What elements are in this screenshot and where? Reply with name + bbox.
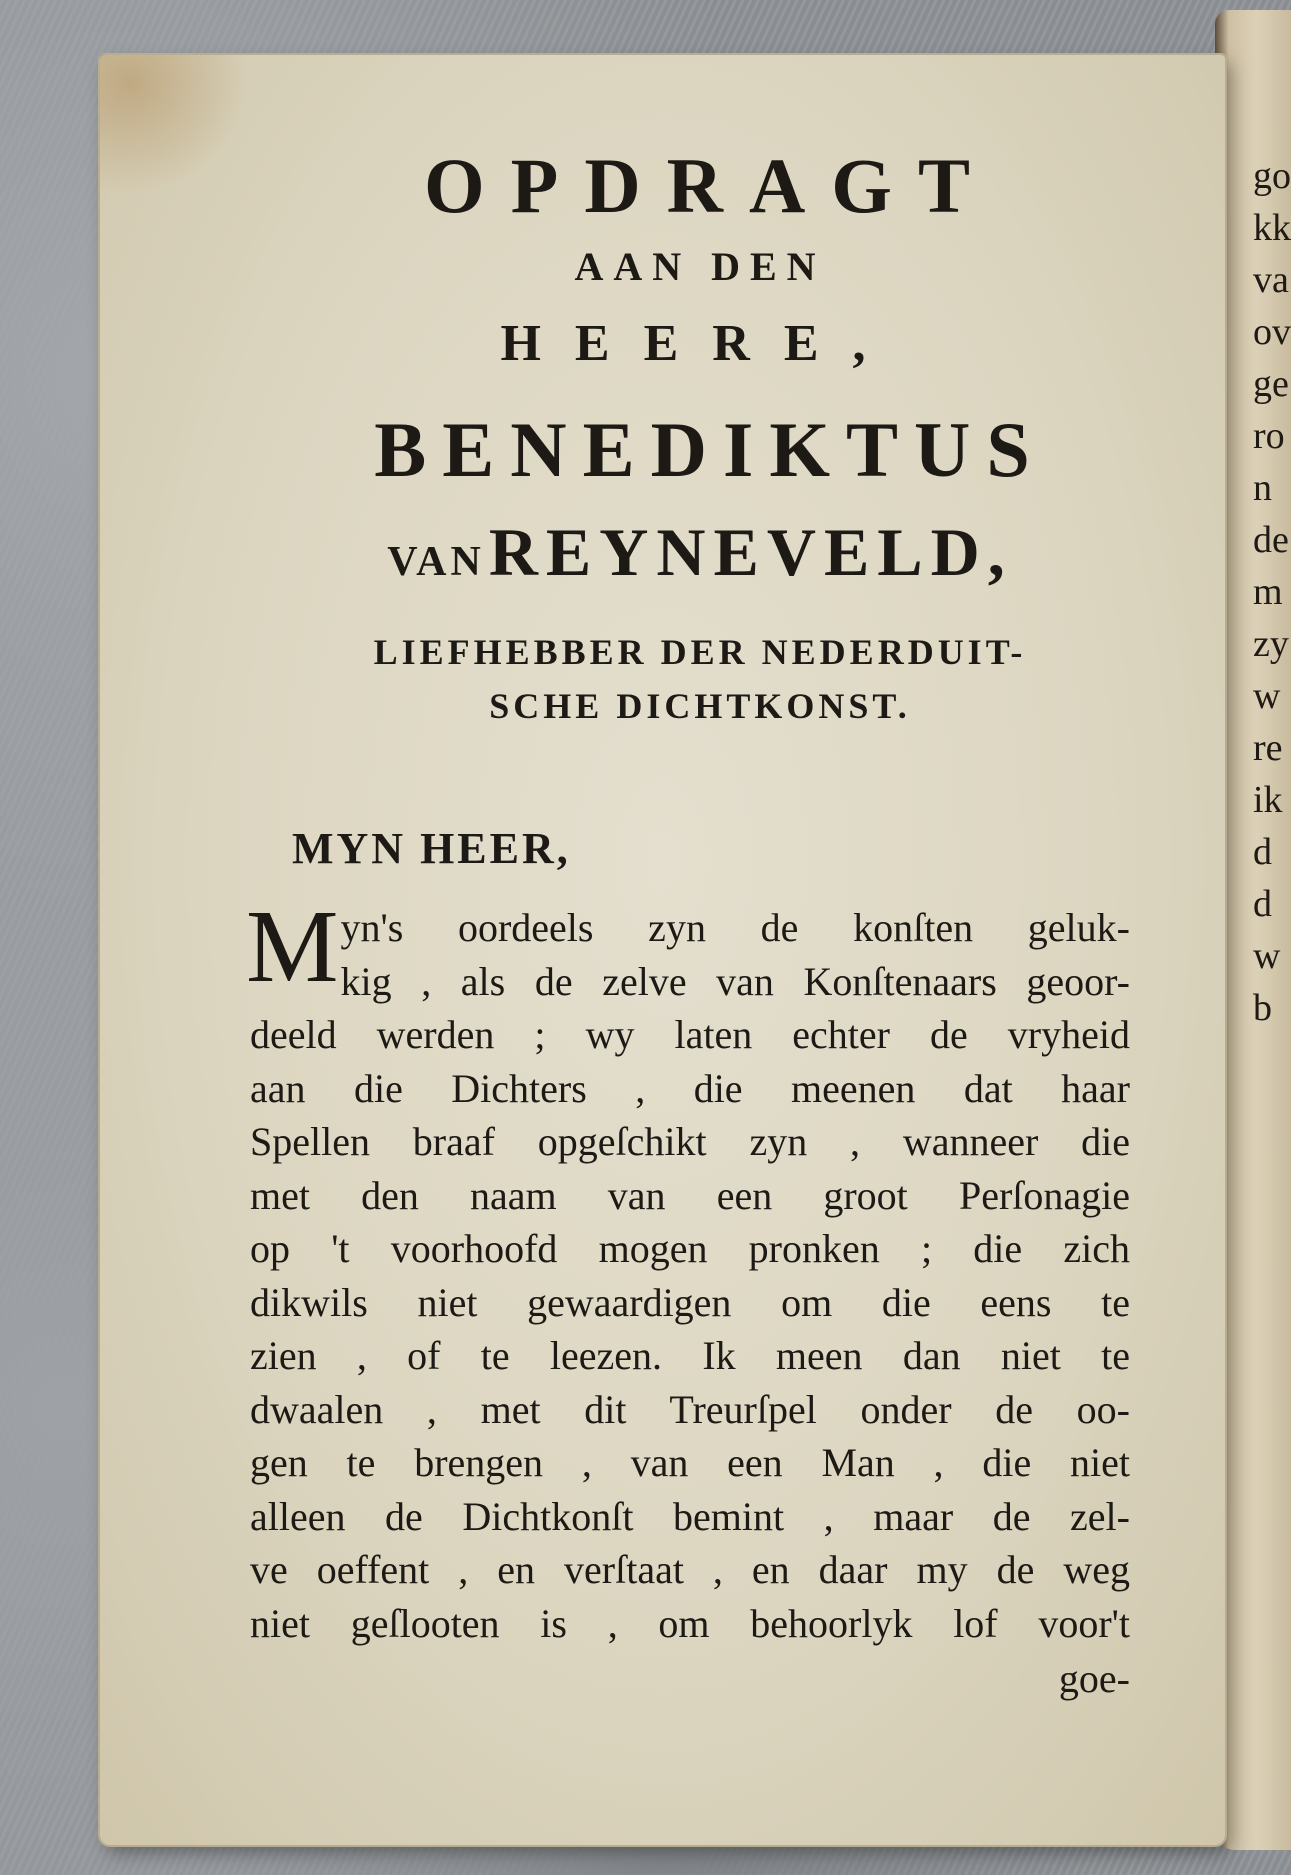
drop-cap: M — [246, 889, 339, 1004]
facing-fragment: d — [1253, 883, 1272, 925]
body-line: dikwils niet gewaardigen om die eens te — [250, 1279, 1130, 1325]
title-aan-den: AAN DEN — [574, 244, 826, 289]
body-line: ve oeffent , en verſtaat , en daar my de weg — [250, 1547, 1130, 1592]
title-surname: REYNEVELD, — [488, 514, 1013, 590]
facing-fragment: re — [1253, 727, 1283, 769]
body-first-line: yn's oordeels zyn de konſten geluk- — [340, 905, 1130, 950]
facing-fragment: va — [1253, 259, 1289, 301]
body-line: op 't voorhoofd mogen pronken ; die zich — [250, 1226, 1130, 1271]
facing-fragment: de — [1253, 519, 1289, 561]
facing-fragment: ro — [1253, 415, 1285, 457]
body-line: gen te brengen , van een Man , die niet — [250, 1440, 1130, 1485]
page-stain — [100, 55, 250, 195]
facing-fragment: kk — [1253, 207, 1291, 249]
title-surname-line — [250, 502, 1150, 621]
body-line: aan die Dichters , die meenen dat haar — [250, 1065, 1130, 1111]
facing-fragment: b — [1253, 987, 1272, 1029]
body-line: Spellen braaf opgeſchikt zyn , wanneer die — [250, 1119, 1130, 1164]
facing-fragment: go — [1253, 155, 1291, 197]
body-line: deeld werden ; wy laten echter de vryheid — [250, 1012, 1130, 1057]
title-van: VAN — [387, 539, 485, 585]
facing-fragment: ik — [1253, 779, 1283, 821]
body-text — [246, 889, 1130, 1650]
facing-page-edge — [1215, 10, 1291, 1850]
title-heere: HEERE, — [500, 315, 900, 372]
facing-page-text — [1253, 150, 1291, 1034]
facing-fragment: zy — [1253, 623, 1289, 665]
facing-fragment: n — [1253, 467, 1272, 509]
facing-fragment: ov — [1253, 311, 1291, 353]
salutation: MYN HEER, — [292, 824, 571, 873]
page-text-block — [246, 140, 1150, 1705]
facing-fragment: ge — [1253, 363, 1289, 405]
facing-fragment: d — [1253, 831, 1272, 873]
body-line: alleen de Dichtkonſt bemint , maar de zel- — [250, 1493, 1130, 1539]
title-desc-2: SCHE DICHTKONST. — [489, 686, 911, 726]
body-line: dwaalen , met dit Treurſpel onder de oo- — [250, 1386, 1130, 1432]
title-name: BENEDIKTUS — [374, 406, 1046, 493]
facing-fragment: m — [1253, 571, 1283, 613]
body-line: zien , of te leezen. Ik meen dan niet te — [250, 1333, 1130, 1378]
book-page — [100, 55, 1225, 1845]
facing-fragment: w — [1253, 935, 1281, 977]
body-line: niet geſlooten is , om behoorlyk lof voor't — [250, 1600, 1130, 1646]
body-lines — [250, 955, 1130, 1651]
title-desc-1: LIEFHEBBER DER NEDERDUIT- — [373, 632, 1027, 672]
body-line: kig , als de zelve van Konſtenaars geoor- — [340, 958, 1130, 1004]
facing-fragment: w — [1253, 675, 1281, 717]
catchword: goe- — [1058, 1656, 1130, 1701]
body-line: met den naam van een groot Perſonagie — [250, 1172, 1130, 1218]
title-opdragt: OPDRAGT — [424, 142, 996, 229]
